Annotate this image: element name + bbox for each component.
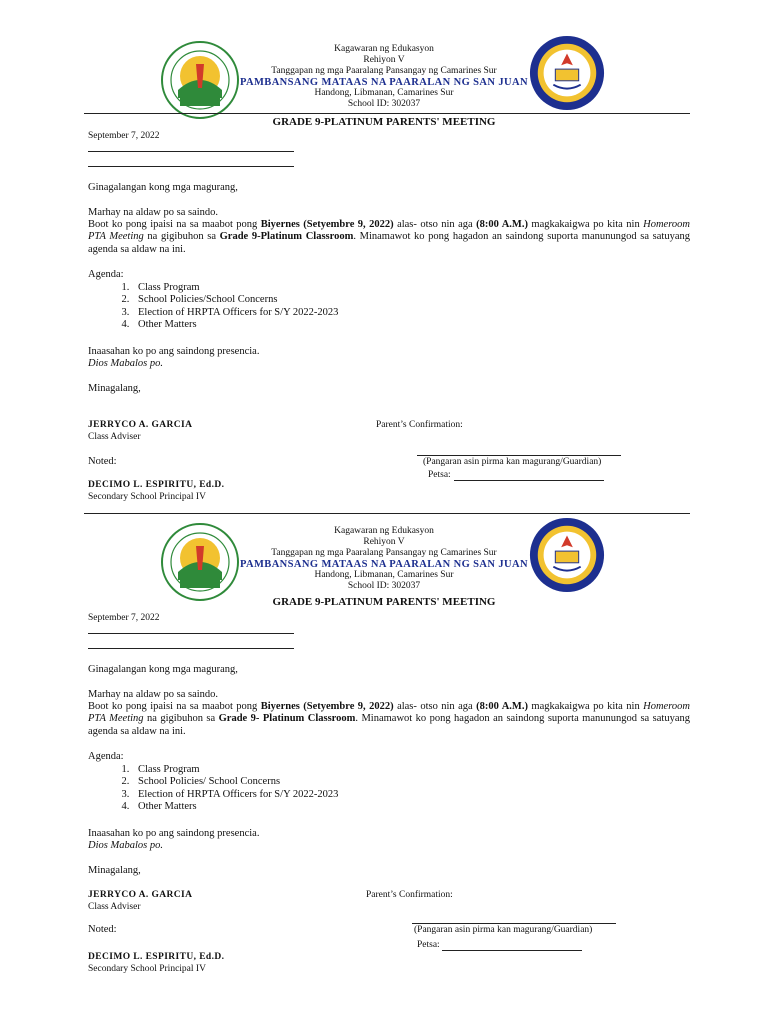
agenda-label: Agenda: xyxy=(88,751,124,762)
recipient-line-1 xyxy=(88,151,294,152)
letterhead-text xyxy=(230,526,538,592)
greeting: Marhay na aldaw po sa saindo. xyxy=(88,689,219,700)
body-text: alas- otso nin aga xyxy=(393,701,477,712)
agenda-item: 2. School Policies/School Concerns xyxy=(132,294,338,306)
letter-2 xyxy=(0,482,768,994)
school-address: Handong, Libmanan, Camarines Sur xyxy=(314,88,454,98)
agenda-item: 3. Election of HRPTA Officers for S/Y 2022-2023 xyxy=(132,307,338,319)
meeting-title: GRADE 9-PLATINUM PARENTS' MEETING xyxy=(272,596,496,608)
closing-line: Inaasahan ko po ang saindong presencia. xyxy=(88,346,260,357)
meeting-time: (8:00 A.M.) xyxy=(476,701,528,712)
signoff: Minagalang, xyxy=(88,865,141,876)
thanks-text: Dios Mabalos po. xyxy=(88,840,163,851)
recipient-line-1 xyxy=(88,633,294,634)
meeting-date: Biyernes (Setyembre 9, 2022) xyxy=(260,701,394,712)
thanks-line xyxy=(88,358,163,370)
parent-confirmation-label: Parent’s Confirmation: xyxy=(376,420,463,430)
deped-division-seal-icon xyxy=(160,40,240,120)
guardian-caption: (Pangaran asin pirma kan magurang/Guardian) xyxy=(423,457,602,467)
agenda-item: 4. Other Matters xyxy=(132,801,338,813)
agenda-item: 1. Class Program xyxy=(132,764,338,776)
body-text: na gigibuhon sa xyxy=(143,231,220,243)
agenda-item: 1. Class Program xyxy=(132,282,338,294)
adviser-title: Class Adviser xyxy=(88,432,141,442)
department-line: Kagawaran ng Edukasyon xyxy=(334,526,434,536)
agenda-list xyxy=(110,764,338,814)
school-seal-icon xyxy=(528,516,606,594)
petsa-line xyxy=(442,950,582,951)
recipient-line-2 xyxy=(88,648,294,649)
body-paragraph xyxy=(88,219,690,256)
signoff: Minagalang, xyxy=(88,383,141,394)
guardian-signature-line xyxy=(412,923,616,924)
meeting-type: Homeroom PTA Meeting xyxy=(88,701,690,725)
letter-date: September 7, 2022 xyxy=(88,613,160,623)
school-name: PAMBANSANG MATAAS NA PAARALAN NG SAN JUAN xyxy=(239,559,529,570)
body-text: Boot ko pong ipaisi na sa maabot pong xyxy=(88,701,261,712)
noted-label: Noted: xyxy=(88,456,117,467)
letter-date: September 7, 2022 xyxy=(88,131,160,141)
principal-title: Secondary School Principal IV xyxy=(88,964,206,974)
guardian-signature-line xyxy=(417,455,621,456)
agenda-item: 2. School Policies/ School Concerns xyxy=(132,776,338,788)
closing-line: Inaasahan ko po ang saindong presencia. xyxy=(88,828,260,839)
body-text: . Minamawot ko pong hagadon an saindong suporta manunungod sa satuyang agenda sa aldaw na ini. xyxy=(88,231,690,255)
school-id: School ID: 302037 xyxy=(347,99,421,109)
agenda-item: 4. Other Matters xyxy=(132,319,338,331)
adviser-name: JERRYCO A. GARCIA xyxy=(88,420,193,430)
division-line: Tanggapan ng mga Paaralang Pansangay ng Camarines Sur xyxy=(271,66,497,76)
principal-title: Secondary School Principal IV xyxy=(88,492,206,502)
petsa-label: Petsa: xyxy=(428,470,451,480)
meeting-venue: Grade 9- Platinum Classroom xyxy=(218,713,356,725)
department-line: Kagawaran ng Edukasyon xyxy=(334,44,434,54)
body-text: . Minamawot ko pong hagadon an saindong suporta manunungod sa satuyang agenda sa aldaw na ini. xyxy=(88,713,690,737)
body-text: alas- otso nin aga xyxy=(393,219,477,230)
adviser-title: Class Adviser xyxy=(88,902,141,912)
agenda-label: Agenda: xyxy=(88,269,124,280)
meeting-type: Homeroom PTA Meeting xyxy=(88,219,690,243)
letterhead xyxy=(0,40,768,112)
petsa-line xyxy=(454,480,604,481)
meeting-date: Biyernes (Setyembre 9, 2022) xyxy=(260,219,394,230)
noted-label: Noted: xyxy=(88,924,117,935)
school-id: School ID: 302037 xyxy=(347,581,421,591)
salutation: Ginagalangan kong mga magurang, xyxy=(88,664,238,675)
letterhead-text xyxy=(230,44,538,110)
region-line: Rehiyon V xyxy=(363,55,405,65)
principal-name: DECIMO L. ESPIRITU, Ed.D. xyxy=(88,480,225,490)
meeting-venue: Grade 9-Platinum Classroom xyxy=(219,231,354,243)
body-paragraph xyxy=(88,701,690,738)
division-line: Tanggapan ng mga Paaralang Pansangay ng Camarines Sur xyxy=(271,548,497,558)
school-name: PAMBANSANG MATAAS NA PAARALAN NG SAN JUAN xyxy=(239,77,529,88)
recipient-line-2 xyxy=(88,166,294,167)
meeting-title: GRADE 9-PLATINUM PARENTS' MEETING xyxy=(272,116,496,128)
agenda-item: 3. Election of HRPTA Officers for S/Y 2022-2023 xyxy=(132,789,338,801)
adviser-name: JERRYCO A. GARCIA xyxy=(88,890,193,900)
body-text: Boot ko pong ipaisi na sa maabot pong xyxy=(88,219,261,230)
greeting: Marhay na aldaw po sa saindo. xyxy=(88,207,219,218)
region-line: Rehiyon V xyxy=(363,537,405,547)
parent-confirmation-label: Parent’s Confirmation: xyxy=(366,890,453,900)
guardian-caption: (Pangaran asin pirma kan magurang/Guardian) xyxy=(414,925,593,935)
school-seal-icon xyxy=(528,34,606,112)
meeting-time: (8:00 A.M.) xyxy=(476,219,528,230)
body-text: magkakaigwa po kita nin xyxy=(527,701,644,712)
thanks-text: Dios Mabalos po. xyxy=(88,358,163,369)
deped-division-seal-icon xyxy=(160,522,240,602)
principal-name: DECIMO L. ESPIRITU, Ed.D. xyxy=(88,952,225,962)
letterhead xyxy=(0,522,768,594)
salutation: Ginagalangan kong mga magurang, xyxy=(88,182,238,193)
header-rule xyxy=(84,113,690,114)
petsa-label: Petsa: xyxy=(417,940,440,950)
thanks-line xyxy=(88,840,163,852)
agenda-list xyxy=(110,282,338,332)
school-address: Handong, Libmanan, Camarines Sur xyxy=(314,570,454,580)
body-text: magkakaigwa po kita nin xyxy=(527,219,644,230)
body-text: na gigibuhon sa xyxy=(143,713,219,725)
